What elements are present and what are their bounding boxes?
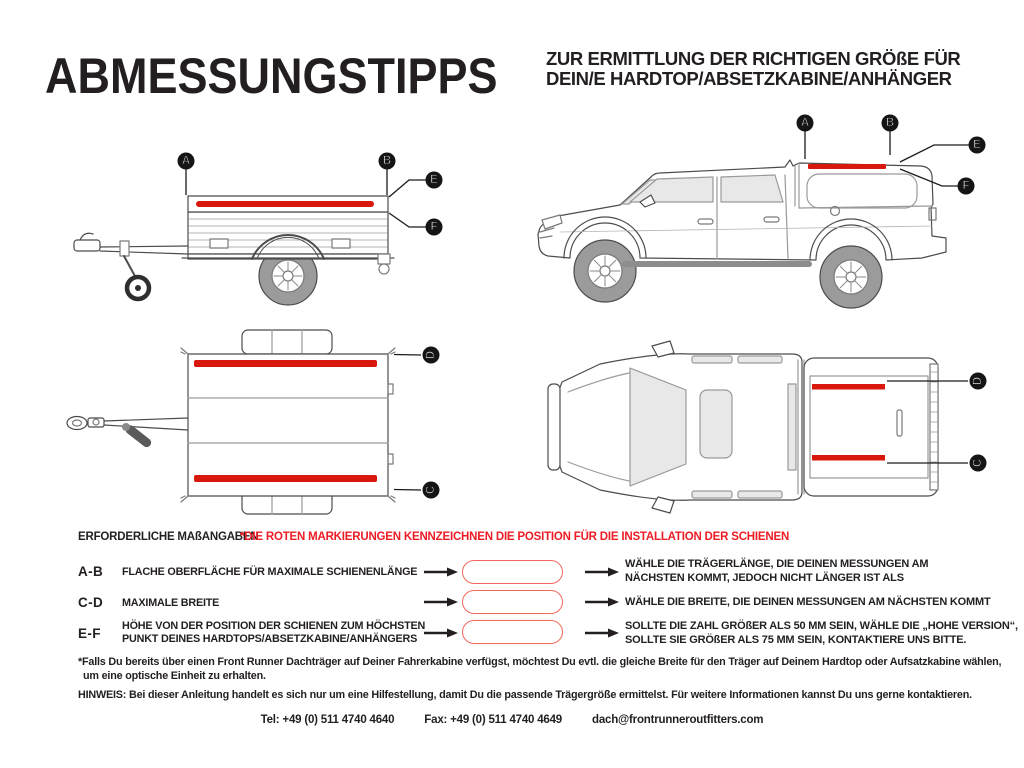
- rail-position-marker: [194, 475, 377, 482]
- svg-text:B: B: [382, 155, 392, 167]
- rail-position-marker: [196, 201, 374, 207]
- svg-text:E: E: [430, 174, 438, 186]
- svg-text:E: E: [973, 139, 981, 151]
- rail-position-marker: [812, 384, 885, 390]
- contact-tel: Tel: +49 (0) 511 4740 4640: [260, 714, 395, 726]
- arrow-right-icon: [585, 628, 619, 638]
- svg-text:F: F: [962, 180, 970, 192]
- measure-description: MAXIMALE BREITE: [122, 597, 220, 609]
- rail-position-marker: [808, 164, 886, 169]
- trailer-top-labels: [394, 347, 440, 499]
- trailer-side-view-illustration: [60, 128, 460, 323]
- measure-value-field: [462, 590, 563, 614]
- measure-result: SOLLTE DIE ZAHL GRÖßER ALS 50 MM SEIN, WÄHLE DIE „HOHE VERSION“, SOLLTE SIE GRÖßER ALS 75 MM SEIN, KONTAKTIERE UNS BITTE.: [625, 620, 1018, 646]
- subtitle-line-1: ZUR ERMITTLUNG DER RICHTIGEN GRÖßE FÜR: [546, 48, 961, 69]
- asterisk-footnote: *Falls Du bereits über einen Front Runner Dachträger auf Deiner Fahrerkabine verfügst, möchtest Du evtl. die gleiche Breite für den Träger auf Deinem Hardtop oder Aufsatzkabine wählen, um eine optische Einheit zu erhalten.: [78, 656, 1002, 682]
- page-subtitle: [546, 49, 960, 89]
- arrow-right-icon: [585, 567, 619, 577]
- label-e-marker: [969, 137, 986, 154]
- arrow-right-icon: [424, 597, 458, 607]
- canopy-window: [807, 174, 917, 208]
- measure-description: FLACHE OBERFLÄCHE FÜR MAXIMALE SCHIENENLÄNGE: [122, 566, 418, 578]
- trailer-top-drawbar: [67, 417, 188, 449]
- subtitle-line-2: DEIN/E HARDTOP/ABSETZKABINE/ANHÄNGER: [546, 68, 952, 89]
- contact-fax: Fax: +49 (0) 511 4740 4649: [424, 714, 562, 726]
- truck-top-view-illustration: [540, 332, 1000, 522]
- label-c-marker: [423, 482, 440, 499]
- svg-text:A: A: [800, 117, 810, 129]
- svg-text:C: C: [425, 485, 437, 495]
- measure-code: A-B: [78, 564, 104, 579]
- label-d-marker: [970, 373, 987, 390]
- truck-top-bed: [804, 358, 938, 496]
- measure-result: WÄHLE DIE TRÄGERLÄNGE, DIE DEINEN MESSUNGEN AM NÄCHSTEN KOMMT, JEDOCH NICHT LÄNGER IST ALS: [625, 558, 929, 584]
- measure-result: WÄHLE DIE BREITE, DIE DEINEN MESSUNGEN AM NÄCHSTEN KOMMT: [625, 596, 991, 608]
- trailer-top-body: [188, 354, 388, 496]
- svg-text:B: B: [885, 117, 895, 129]
- section-heading: ERFORDERLICHE MAßANGABEN: [78, 531, 259, 543]
- trailer-top-view-illustration: [60, 326, 460, 518]
- svg-text:D: D: [972, 376, 984, 386]
- arrow-right-icon: [424, 628, 458, 638]
- arrow-right-icon: [585, 597, 619, 607]
- rail-position-marker: [812, 455, 885, 461]
- truck-side-view-illustration: [502, 108, 1002, 318]
- sunroof: [700, 390, 732, 458]
- red-markings-note: *DIE ROTEN MARKIERUNGEN KENNZEICHNEN DIE POSITION FÜR DIE INSTALLATION DER SCHIENEN: [240, 531, 790, 543]
- measure-description: HÖHE VON DER POSITION DER SCHIENEN ZUM HÖCHSTEN PUNKT DEINES HARDTOPS/ABSETZKABINE/ANHÄNGERS: [122, 620, 426, 645]
- svg-text:F: F: [430, 221, 438, 233]
- contact-line: [0, 714, 1024, 726]
- arrow-right-icon: [424, 567, 458, 577]
- measure-value-field: [462, 560, 563, 584]
- trailer-box: [188, 196, 388, 259]
- measure-code: C-D: [78, 595, 104, 610]
- rail-position-marker: [194, 360, 377, 367]
- hinweis-note: HINWEIS: Bei dieser Anleitung handelt es sich nur um eine Hilfestellung, damit Du die passende Trägergröße ermittelst. Für weitere Informationen kannst Du uns gerne kontaktieren.: [78, 689, 972, 701]
- label-a-marker: [797, 115, 814, 132]
- svg-text:C: C: [972, 458, 984, 468]
- label-e-marker: [426, 172, 443, 189]
- label-b-marker: [379, 153, 396, 170]
- label-d-marker: [423, 347, 440, 364]
- svg-text:D: D: [425, 350, 437, 360]
- label-b-marker: [882, 115, 899, 132]
- measure-code: E-F: [78, 626, 101, 641]
- label-a-marker: [178, 153, 195, 170]
- measure-value-field: [462, 620, 563, 644]
- label-f-marker: [426, 219, 443, 236]
- label-c-marker: [970, 455, 987, 472]
- page-title: ABMESSUNGSTIPPS: [45, 48, 498, 104]
- contact-email: dach@frontrunneroutfitters.com: [592, 714, 764, 726]
- svg-text:A: A: [181, 155, 191, 167]
- label-f-marker: [958, 178, 975, 195]
